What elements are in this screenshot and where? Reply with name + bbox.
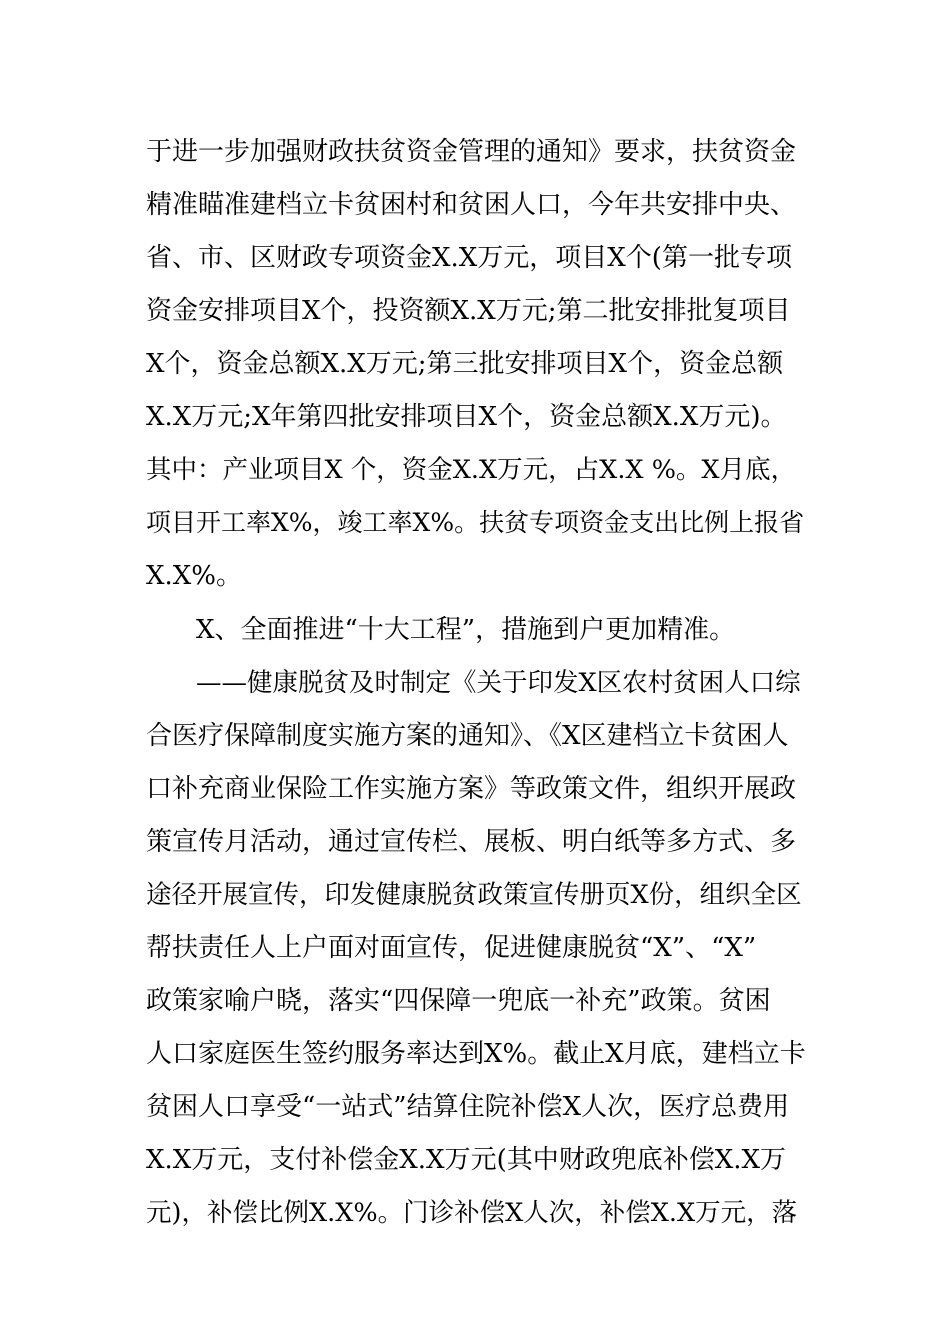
paragraph-1-line-2: 精准瞄准建档立卡贫困村和贫困人口，今年共安排中央、 bbox=[146, 190, 797, 220]
paragraph-2-line-6: 帮扶责任人上户面对面宣传，促进健康脱贫“X”、“X” bbox=[146, 933, 757, 963]
paragraph-1-line-9: X.X%。 bbox=[146, 561, 242, 591]
paragraph-2-line-1: ——健康脱贫及时制定《关于印发X区农村贫困人口综 bbox=[196, 668, 801, 698]
paragraph-2-line-8: 人口家庭医生签约服务率达到X%。截止X月底，建档立卡 bbox=[146, 1039, 806, 1069]
paragraph-1-line-8: 项目开工率X%，竣工率X%。扶贫专项资金支出比例上报省 bbox=[146, 508, 805, 537]
paragraph-1-line-4: 资金安排项目X个，投资额X.X万元;第二批安排批复项目 bbox=[146, 296, 791, 326]
section-heading: X、全面推进“十大工程”，措施到户更加精准。 bbox=[196, 615, 736, 645]
paragraph-2-line-3: 口补充商业保险工作实施方案》等政策文件，组织开展政 bbox=[146, 774, 797, 804]
paragraph-2-line-7: 政策家喻户晓，落实“四保障一兜底一补充”政策。贫困 bbox=[146, 986, 771, 1016]
paragraph-1-line-5: X个，资金总额X.X万元;第三批安排项目X个，资金总额 bbox=[146, 349, 784, 379]
paragraph-2-line-5: 途径开展宣传，印发健康脱贫政策宣传册页X份，组织全区 bbox=[146, 880, 802, 910]
paragraph-2-line-4: 策宣传月活动，通过宣传栏、展板、明白纸等多方式、多 bbox=[146, 827, 797, 857]
paragraph-2-line-11: 元)，补偿比例X.X%。门诊补偿X人次，补偿X.X万元，落 bbox=[146, 1198, 798, 1228]
paragraph-1-line-1: 于进一步加强财政扶贫资金管理的通知》要求，扶贫资金 bbox=[146, 137, 797, 167]
paragraph-2-line-10: X.X万元，支付补偿金X.X万元(其中财政兜底补偿X.X万 bbox=[146, 1145, 786, 1175]
paragraph-1-line-7: 其中：产业项目X 个，资金X.X万元，占X.X %。X月底， bbox=[146, 455, 797, 485]
paragraph-1-line-3: 省、市、区财政专项资金X.X万元，项目X个(第一批专项 bbox=[146, 243, 792, 273]
paragraph-2-line-9: 贫困人口享受“一站式”结算住院补偿X人次，医疗总费用 bbox=[146, 1092, 790, 1122]
paragraph-2-line-2: 合医疗保障制度实施方案的通知》、《X区建档立卡贫困人 bbox=[146, 721, 789, 751]
paragraph-1-line-6: X.X万元;X年第四批安排项目X个，资金总额X.X万元)。 bbox=[146, 402, 787, 432]
